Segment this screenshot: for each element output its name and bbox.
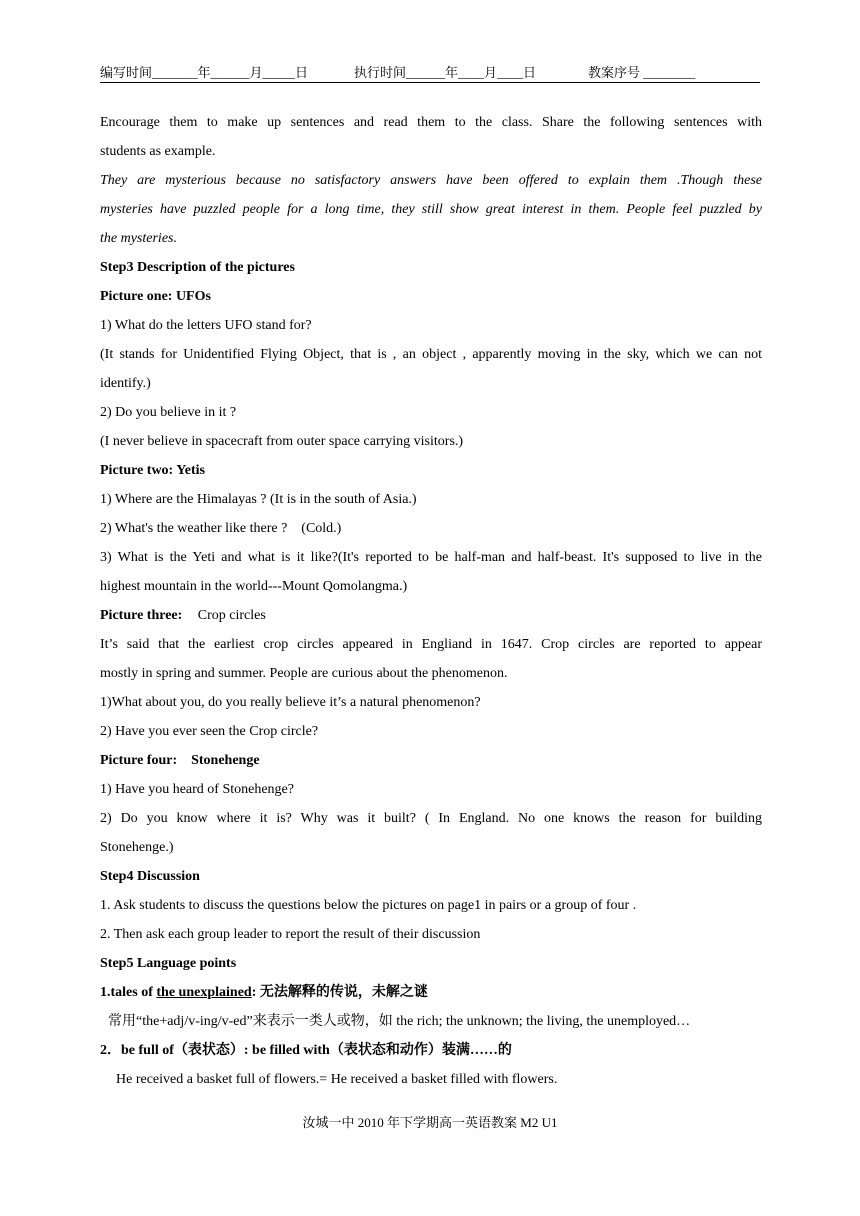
language-point-2: 2．be full of（表状态）: be filled with（表状态和动作）装满……的 bbox=[100, 1043, 512, 1058]
language-point-1-term: the unexplained bbox=[156, 985, 252, 1000]
answer-line: highest mountain in the world---Mount Qomolangma.) bbox=[100, 579, 408, 594]
step3-heading: Step3 Description of the pictures bbox=[100, 260, 295, 275]
step4-heading: Step4 Discussion bbox=[100, 869, 200, 884]
language-point-1-meaning: : 无法解释的传说，未解之谜 bbox=[251, 985, 428, 1000]
lesson-plan-number-field: 教案序号 ________ bbox=[588, 65, 696, 80]
picture-three-heading-line bbox=[100, 601, 762, 630]
instruction-line: 1. Ask students to discuss the questions below the pictures on page1 in pairs or a group of four . bbox=[100, 898, 637, 913]
question-line: 1)What about you, do you really believe it’s a natural phenomenon? bbox=[100, 695, 481, 710]
picture-one-heading: Picture one: UFOs bbox=[100, 289, 211, 304]
step5-heading: Step5 Language points bbox=[100, 956, 237, 971]
picture-four-heading: Picture four: Stonehenge bbox=[100, 753, 260, 768]
example-sentence-line: mysteries have puzzled people for a long time, they still show great interest in them. People feel puzzled by bbox=[100, 202, 762, 217]
picture-three-topic: Crop circles bbox=[197, 608, 266, 623]
example-sentence-line: the mysteries. bbox=[100, 231, 177, 246]
question-line: 2) Have you ever seen the Crop circle? bbox=[100, 724, 319, 739]
answer-line: (I never believe in spacecraft from outer space carrying visitors.) bbox=[100, 434, 464, 449]
picture-three-heading: Picture three: bbox=[100, 608, 183, 623]
language-point-1-prefix: 1.tales of bbox=[100, 985, 157, 1000]
document-body bbox=[100, 108, 762, 1094]
question-line: 3) What is the Yeti and what is it like?(It's reported to be half-man and half-beast. It's supposed to live in the bbox=[100, 550, 762, 565]
usage-note-line: 常用“the+adj/v-ing/v-ed”来表示一类人或物，如 the rich; the unknown; the living, the unemployed… bbox=[108, 1014, 691, 1029]
paragraph-line: It’s said that the earliest crop circles appeared in Engliand in 1647. Crop circles are reported to appear bbox=[100, 637, 762, 652]
instruction-line: 2. Then ask each group leader to report the result of their discussion bbox=[100, 927, 481, 942]
page-footer: 汝城一中 2010 年下学期高一英语教案 M2 U1 bbox=[302, 1115, 558, 1130]
paragraph-line: mostly in spring and summer. People are curious about the phenomenon. bbox=[100, 666, 508, 681]
answer-line: (It stands for Unidentified Flying Object, that is , an object , apparently moving in the sky, which we can not bbox=[100, 347, 762, 362]
example-line: He received a basket full of flowers.= He received a basket filled with flowers. bbox=[116, 1072, 558, 1087]
question-line: 1) Have you heard of Stonehenge? bbox=[100, 782, 294, 797]
example-sentence-line: They are mysterious because no satisfactory answers have been offered to explain them .Though these bbox=[100, 173, 762, 188]
page-header bbox=[100, 60, 760, 83]
question-line: 2) Do you believe in it ? bbox=[100, 405, 237, 420]
answer-line: identify.) bbox=[100, 376, 151, 391]
compile-time-field: 编写时间_______年______月_____日 bbox=[100, 65, 309, 80]
picture-two-heading: Picture two: Yetis bbox=[100, 463, 205, 478]
answer-line: Stonehenge.) bbox=[100, 840, 174, 855]
question-line: 1) What do the letters UFO stand for? bbox=[100, 318, 312, 333]
question-line: 1) Where are the Himalayas ? (It is in the south of Asia.) bbox=[100, 492, 417, 507]
paragraph-line: Encourage them to make up sentences and read them to the class. Share the following sentences with bbox=[100, 115, 762, 130]
paragraph-line: students as example. bbox=[100, 144, 216, 159]
question-line: 2) What's the weather like there ? (Cold.) bbox=[100, 521, 342, 536]
execution-time-field: 执行时间______年____月____日 bbox=[354, 65, 537, 80]
language-point-1 bbox=[100, 978, 762, 1007]
question-line: 2) Do you know where it is? Why was it built? ( In England. No one knows the reason for building bbox=[100, 811, 762, 826]
